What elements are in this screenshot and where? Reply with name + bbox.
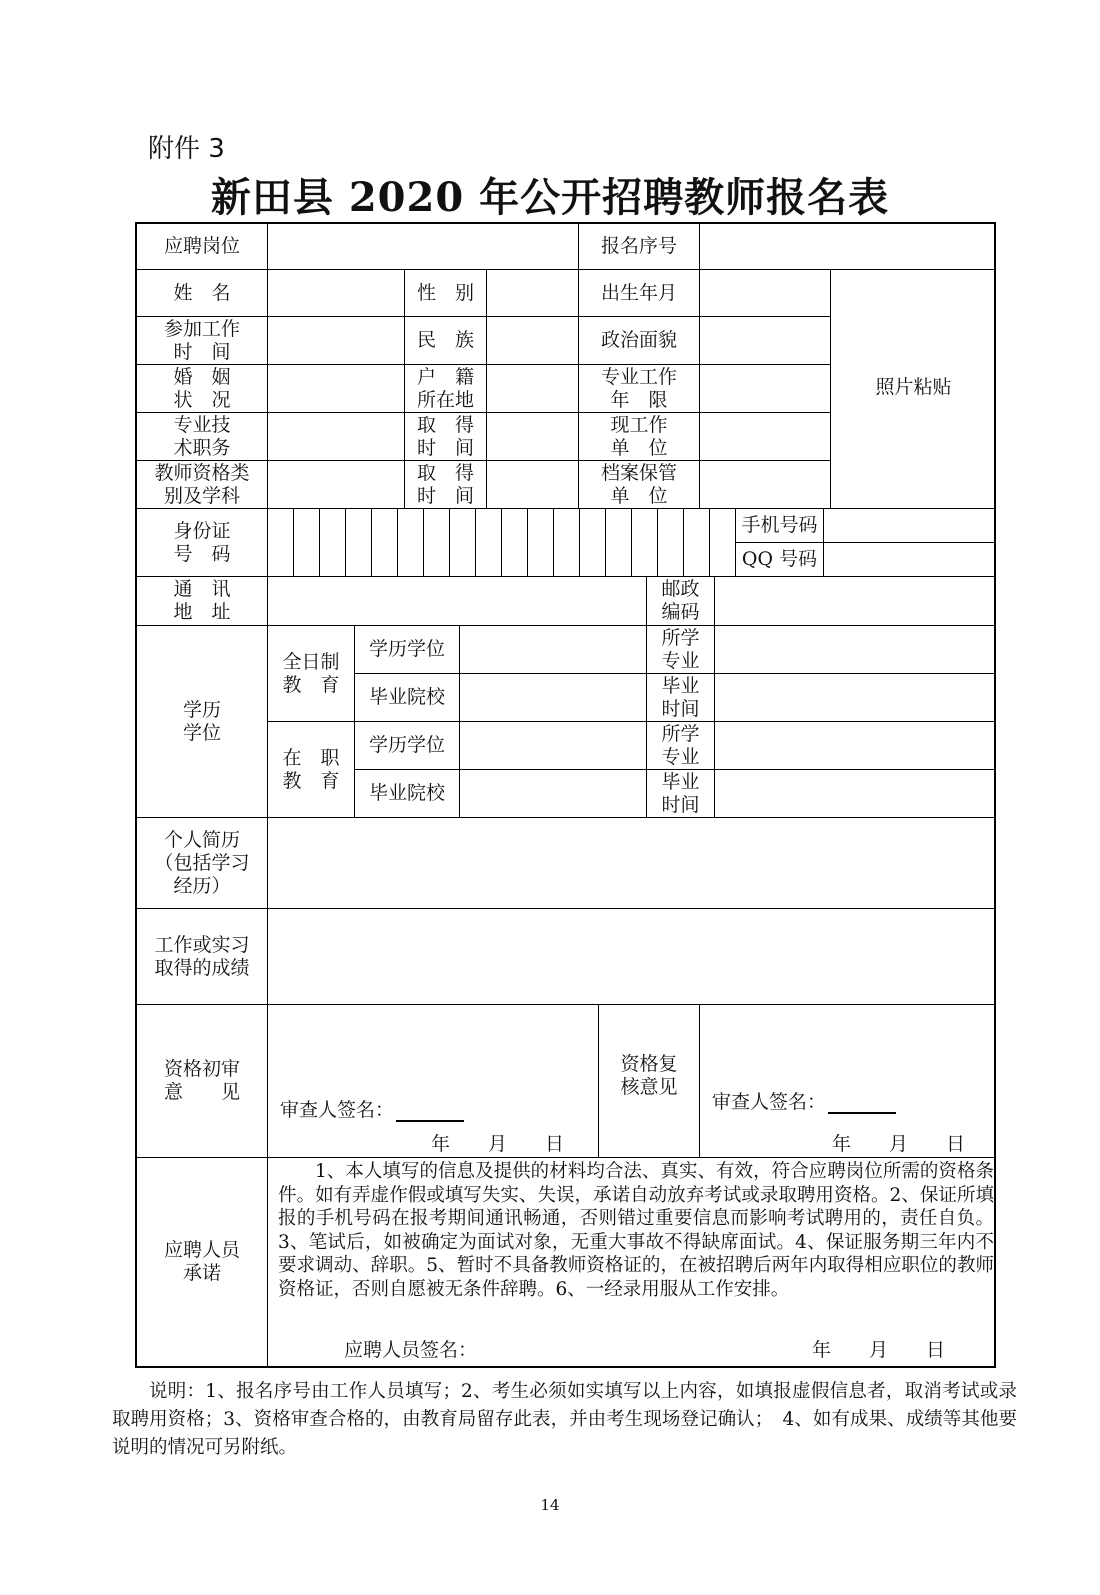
- field-hukou[interactable]: [487, 365, 579, 413]
- label-archive: 档案保管 单 位: [579, 461, 700, 509]
- id-digit-box[interactable]: [710, 509, 736, 577]
- label-gender: 性 别: [405, 270, 487, 317]
- field-cert[interactable]: [268, 461, 405, 509]
- initial-reviewer-label: 审查人签名：: [280, 1099, 395, 1121]
- label-qq: QQ 号码: [736, 543, 824, 577]
- label-cert: 教师资格类 别及学科: [137, 461, 268, 509]
- label-position: 应聘岗位: [137, 224, 268, 270]
- label-marital: 婚 姻 状 况: [137, 365, 268, 413]
- id-digit-box[interactable]: [450, 509, 476, 577]
- label-address: 通 讯 地 址: [137, 577, 268, 626]
- label-cert-obtained: 取 得 时 间: [405, 461, 487, 509]
- label-recheck: 资格复 核意见: [599, 1005, 700, 1158]
- field-is-school[interactable]: [460, 770, 647, 818]
- id-digit-box[interactable]: [398, 509, 424, 577]
- label-is-grad-time: 毕业 时间: [647, 770, 715, 818]
- field-recheck[interactable]: [700, 1005, 996, 1158]
- field-resume[interactable]: [268, 818, 996, 909]
- recheck-signature-line[interactable]: [828, 1094, 896, 1114]
- label-ethnicity: 民 族: [405, 317, 487, 365]
- registration-form: [135, 222, 996, 1368]
- label-id-no: 身份证 号 码: [137, 509, 268, 577]
- field-archive[interactable]: [700, 461, 831, 509]
- label-birth: 出生年月: [579, 270, 700, 317]
- applicant-sign-date: 年 月 日: [812, 1339, 946, 1361]
- field-postcode[interactable]: [715, 577, 996, 626]
- field-ft-school[interactable]: [460, 674, 647, 722]
- label-achievements: 工作或实习 取得的成绩: [137, 909, 268, 1005]
- label-reg-no: 报名序号: [579, 224, 700, 270]
- label-political: 政治面貌: [579, 317, 700, 365]
- label-resume: 个人简历 （包括学习 经历）: [137, 818, 268, 909]
- photo-box[interactable]: [831, 270, 996, 509]
- field-is-grad-time[interactable]: [715, 770, 996, 818]
- id-digit-box[interactable]: [268, 509, 294, 577]
- label-name: 姓 名: [137, 270, 268, 317]
- id-digit-box[interactable]: [632, 509, 658, 577]
- field-achievements[interactable]: [268, 909, 996, 1005]
- field-ft-major[interactable]: [715, 626, 996, 674]
- label-is-major: 所学 专业: [647, 722, 715, 770]
- id-digit-box[interactable]: [502, 509, 528, 577]
- id-digit-box[interactable]: [684, 509, 710, 577]
- footnotes: 说明：1、报名序号由工作人员填写；2、考生必须如实填写以上内容，如填报虚假信息者，取消考试或录取聘用资格；3、资格审查合格的，由教育局留存此表，并由考生现场登记确认； 4、如有成果、成绩等其他要说明的情况可另附纸。: [112, 1381, 1017, 1458]
- field-phone[interactable]: [824, 509, 996, 543]
- field-address[interactable]: [268, 577, 647, 626]
- label-is-degree: 学历学位: [355, 722, 460, 770]
- id-digit-box[interactable]: [346, 509, 372, 577]
- field-political[interactable]: [700, 317, 831, 365]
- id-digit-box[interactable]: [554, 509, 580, 577]
- label-inservice: 在 职 教 育: [268, 722, 355, 818]
- field-marital[interactable]: [268, 365, 405, 413]
- label-is-school: 毕业院校: [355, 770, 460, 818]
- id-digit-box[interactable]: [294, 509, 320, 577]
- label-ft-grad-time: 毕业 时间: [647, 674, 715, 722]
- label-education: 学历 学位: [137, 626, 268, 818]
- field-name[interactable]: [268, 270, 405, 317]
- attachment-label: 附件 3: [148, 134, 225, 164]
- field-work-years[interactable]: [700, 365, 831, 413]
- label-work-start: 参加工作 时 间: [137, 317, 268, 365]
- label-work-years: 专业工作 年 限: [579, 365, 700, 413]
- label-ft-degree: 学历学位: [355, 626, 460, 674]
- id-digit-box[interactable]: [658, 509, 684, 577]
- label-ft-school: 毕业院校: [355, 674, 460, 722]
- id-digit-box[interactable]: [476, 509, 502, 577]
- id-digit-box[interactable]: [320, 509, 346, 577]
- field-ft-grad-time[interactable]: [715, 674, 996, 722]
- field-is-degree[interactable]: [460, 722, 647, 770]
- page-number: 14: [540, 1496, 560, 1514]
- id-digit-box[interactable]: [372, 509, 398, 577]
- label-hukou: 户 籍 所在地: [405, 365, 487, 413]
- field-gender[interactable]: [487, 270, 579, 317]
- field-initial-review[interactable]: [268, 1005, 599, 1158]
- id-digit-box[interactable]: [528, 509, 554, 577]
- field-reg-no[interactable]: [700, 224, 996, 270]
- field-birth[interactable]: [700, 270, 831, 317]
- field-qq[interactable]: [824, 543, 996, 577]
- form-title: 新田县 2020 年公开招聘教师报名表: [210, 174, 890, 221]
- id-digit-box[interactable]: [606, 509, 632, 577]
- label-postcode: 邮政 编码: [647, 577, 715, 626]
- initial-signature-line[interactable]: [396, 1102, 464, 1122]
- promise-cell: [268, 1158, 996, 1366]
- field-is-major[interactable]: [715, 722, 996, 770]
- label-fulltime: 全日制 教 育: [268, 626, 355, 722]
- label-current-unit: 现工作 单 位: [579, 413, 700, 461]
- promise-text: 1、本人填写的信息及提供的材料均合法、真实、有效，符合应聘岗位所需的资格条件。如有弄虚作假或填写失实、失误，承诺自动放弃考试或录取聘用资格。2、保证所填报的手机号码在报考期间通讯畅通，否则错过重要信息而影响考试聘用的，责任自负。3、笔试后，如被确定为面试对象，无重大事故不得缺席面试。4、保证服务期三年内不要求调动、辞职。5、暂时不具备教师资格证的，在被招聘后两年内取得相应职位的教师资格证，否则自愿被无条件辞聘。6、一经录用服从工作安排。: [278, 1161, 994, 1300]
- recheck-reviewer-signature: [712, 1091, 896, 1114]
- id-digit-box[interactable]: [424, 509, 450, 577]
- id-digit-box[interactable]: [580, 509, 606, 577]
- recheck-date: 年 月 日: [832, 1133, 966, 1155]
- field-work-start[interactable]: [268, 317, 405, 365]
- label-ft-major: 所学 专业: [647, 626, 715, 674]
- label-title-obtained: 取 得 时 间: [405, 413, 487, 461]
- photo-label: 照片粘贴: [875, 376, 952, 398]
- field-title-job[interactable]: [268, 413, 405, 461]
- initial-review-date: 年 月 日: [431, 1133, 565, 1155]
- label-title-job: 专业技 术职务: [137, 413, 268, 461]
- applicant-signature-label: 应聘人员签名：: [344, 1339, 478, 1361]
- field-current-unit[interactable]: [700, 413, 831, 461]
- field-ft-degree[interactable]: [460, 626, 647, 674]
- field-title-obtained[interactable]: [487, 413, 579, 461]
- label-promise: 应聘人员 承诺: [137, 1158, 268, 1366]
- initial-reviewer-signature: [280, 1099, 464, 1122]
- field-ethnicity[interactable]: [487, 317, 579, 365]
- label-phone: 手机号码: [736, 509, 824, 543]
- label-initial-review: 资格初审 意 见: [137, 1005, 268, 1158]
- recheck-reviewer-label: 审查人签名：: [712, 1091, 827, 1113]
- field-cert-obtained[interactable]: [487, 461, 579, 509]
- field-position[interactable]: [268, 224, 579, 270]
